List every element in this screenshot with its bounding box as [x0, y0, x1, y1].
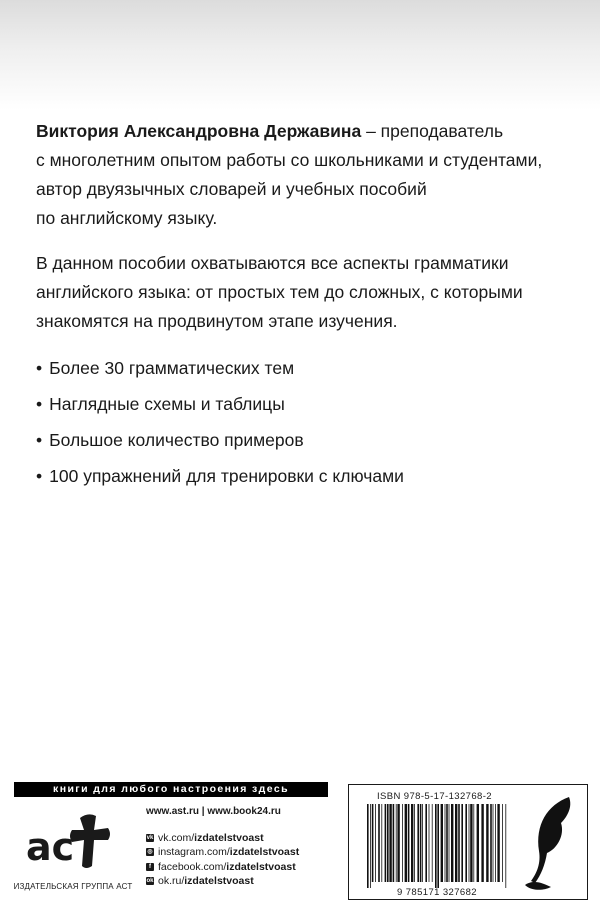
social-handle: izdatelstvoast [226, 860, 296, 873]
publisher-label: ИЗДАТЕЛЬСКАЯ ГРУППА АСТ [13, 882, 133, 891]
social-link-facebook[interactable] [146, 860, 299, 874]
description-line-3: знакомятся на продвинутом этапе изучения. [36, 311, 398, 331]
social-links [146, 831, 299, 888]
website-links[interactable]: www.ast.ru | www.book24.ru [146, 806, 281, 817]
barcode-icon [365, 804, 509, 888]
bio-line-1 [36, 117, 576, 146]
isbn-box [348, 784, 588, 900]
description-line-2: английского языка: от простых тем до сложных, с которыми [36, 282, 523, 302]
bio-line-3: автор двуязычных словарей и учебных пособий [36, 179, 427, 199]
barcode-digits: 9 785171 327682 [397, 887, 477, 898]
bio-line-4: по английскому языку. [36, 208, 218, 228]
social-link-odnoklassniki[interactable] [146, 874, 299, 888]
feature-list [36, 350, 576, 494]
top-gradient-band [0, 0, 600, 110]
facebook-icon: f [146, 863, 154, 871]
author-bio [36, 117, 576, 233]
social-prefix: instagram.com/ [158, 846, 230, 859]
social-link-vk[interactable] [146, 831, 299, 845]
quill-logo-icon [517, 793, 579, 893]
bio-line-2: с многолетним опытом работы со школьниками и студентами, [36, 150, 543, 170]
odnoklassniki-icon: ok [146, 878, 154, 885]
feature-item: • Более 30 грамматических тем [36, 350, 576, 386]
instagram-icon: ◎ [147, 849, 153, 856]
vk-icon: vk [146, 835, 154, 842]
logo-text: ac [26, 825, 75, 869]
isbn-label: ISBN 978-5-17-132768-2 [377, 791, 492, 802]
social-handle: izdatelstvoast [184, 874, 254, 887]
description-line-1: В данном пособии охватываются все аспекты грамматики [36, 253, 509, 273]
author-name: Виктория Александровна Державина [36, 121, 362, 141]
social-prefix: facebook.com/ [158, 860, 227, 873]
slogan-bar: книги для любого настроения здесь [14, 782, 328, 797]
bio-line-1-rest: – преподаватель [361, 121, 504, 141]
social-prefix: ok.ru/ [158, 874, 185, 887]
social-handle: izdatelstvoast [194, 832, 264, 844]
social-prefix: vk.com/ [158, 832, 195, 844]
social-handle: izdatelstvoast [229, 846, 300, 859]
social-link-instagram[interactable] [146, 845, 299, 859]
feature-item: • 100 упражнений для тренировки с ключами [36, 458, 576, 494]
feature-item: • Большое количество примеров [36, 422, 576, 458]
book-description [36, 249, 576, 336]
ast-logo-icon [22, 808, 118, 872]
feature-item: • Наглядные схемы и таблицы [36, 386, 576, 422]
